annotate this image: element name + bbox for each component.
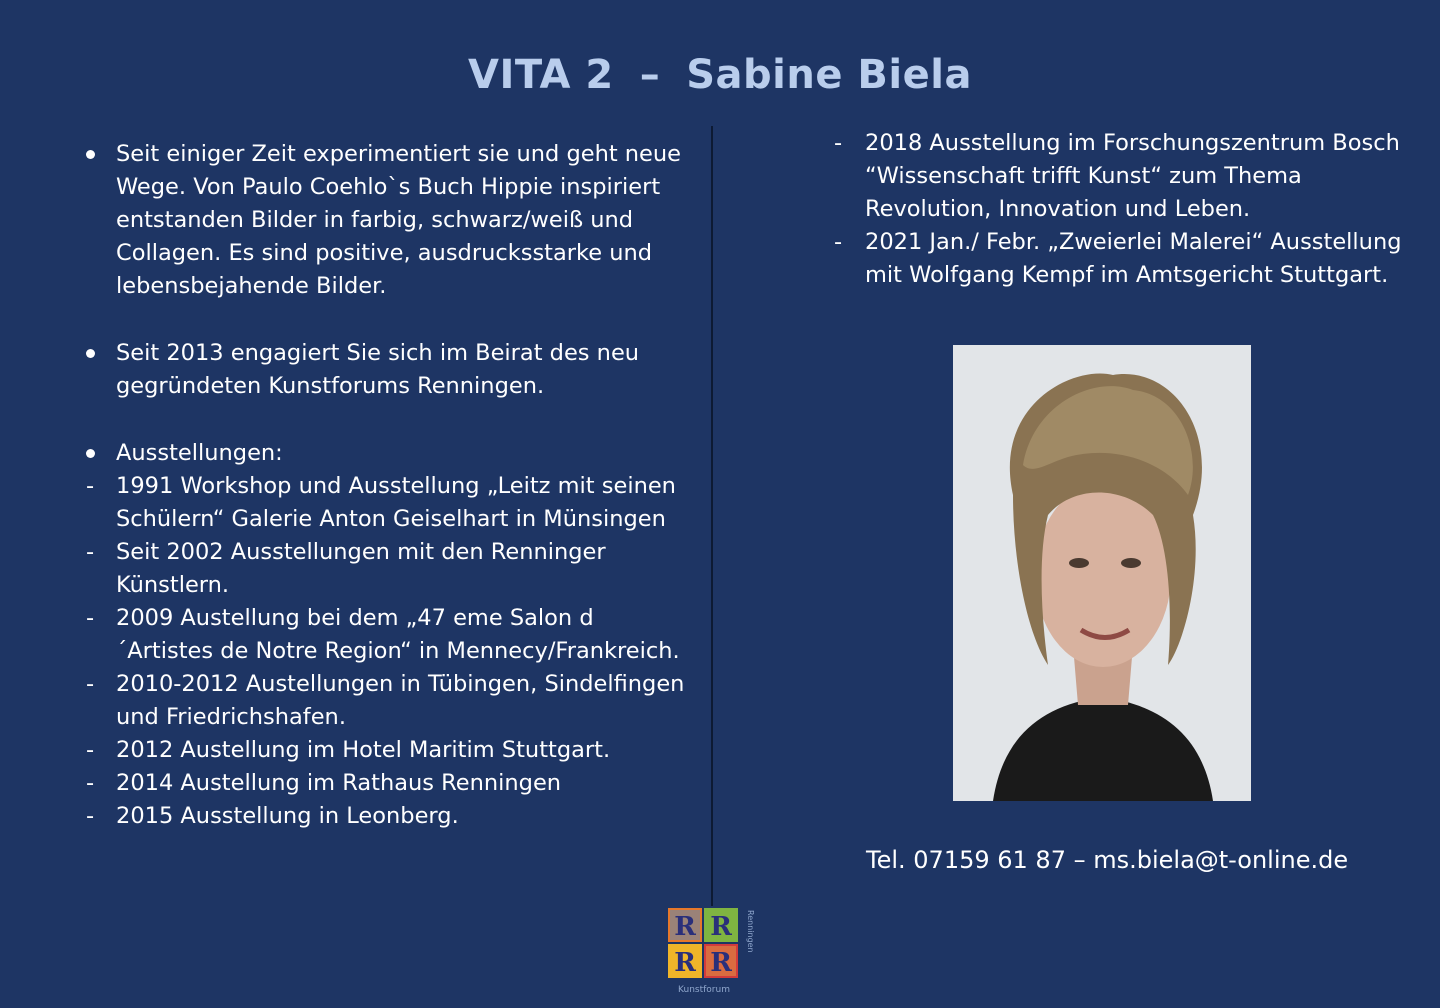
bullet-exhibitions: [86, 437, 686, 470]
exhibition-list: [86, 470, 686, 833]
column-divider: [711, 126, 713, 906]
list-item: - 2010-2012 Austellungen in Tübingen, Sindelfingen und Friedrichshafen.: [86, 671, 685, 730]
svg-text:R: R: [674, 948, 696, 978]
svg-text:R: R: [710, 948, 732, 978]
list-item: - Seit 2002 Ausstellungen mit den Renninger Künstlern.: [86, 539, 606, 598]
contact-info: Tel. 07159 61 87 – ms.biela@t-online.de: [866, 846, 1349, 874]
svg-text:R: R: [710, 912, 732, 942]
exhibition-list-continued: [834, 127, 1414, 292]
bullet-beirat: Seit 2013 engagiert Sie sich im Beirat des neu gegründeten Kunstforums Renningen.: [86, 337, 686, 403]
list-item: - 1991 Workshop und Ausstellung „Leitz mit seinen Schülern“ Galerie Anton Geiselhart in Münsingen: [86, 473, 676, 532]
list-item: - 2014 Austellung im Rathaus Renningen: [86, 770, 562, 796]
kunstforum-logo-icon: [668, 908, 768, 998]
bullet-experiment: Seit einiger Zeit experimentiert sie und geht neue Wege. Von Paulo Coehlo`s Buch Hippie inspiriert entstanden Bilder in farbig, schwarz/weiß und Collagen. Es sind positive, ausdrucksstarke und lebensbejahende Bilder.: [86, 138, 686, 303]
list-item: - 2015 Ausstellung in Leonberg.: [86, 803, 459, 829]
exhibitions-heading: Ausstellungen:: [116, 440, 283, 466]
list-item: - 2009 Austellung bei dem „47 eme Salon d´Artistes de Notre Region“ in Mennecy/Frankreich.: [86, 605, 680, 664]
left-column: [86, 138, 686, 833]
list-item: - 2021 Jan./ Febr. „Zweierlei Malerei“ Ausstellung mit Wolfgang Kempf im Amtsgericht Stuttgart.: [834, 229, 1402, 288]
portrait-illustration: [953, 345, 1251, 801]
list-item: - 2012 Austellung im Hotel Maritim Stuttgart.: [86, 737, 611, 763]
title-dash: –: [639, 52, 661, 98]
list-item: - 2018 Ausstellung im Forschungszentrum Bosch “Wissenschaft trifft Kunst“ zum Thema Revolution, Innovation und Leben.: [834, 130, 1400, 222]
title-vita: VITA 2: [468, 52, 614, 98]
kunstforum-logo: [668, 908, 768, 998]
portrait-photo: [953, 345, 1251, 801]
title-name: Sabine Biela: [686, 52, 972, 98]
right-column: [834, 127, 1414, 292]
svg-text:Kunstforum: Kunstforum: [678, 985, 730, 995]
svg-text:Renningen: Renningen: [746, 910, 755, 953]
page-title: [0, 52, 1440, 98]
svg-text:R: R: [674, 912, 696, 942]
